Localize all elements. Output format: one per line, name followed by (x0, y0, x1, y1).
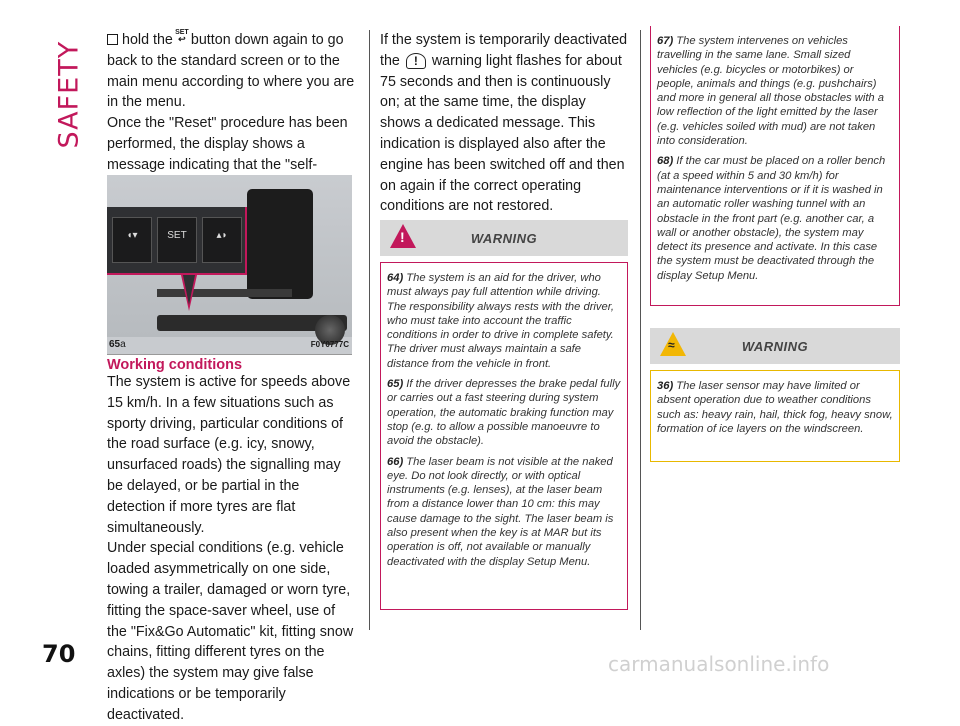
set-button: SET (157, 217, 197, 263)
warning-box-continued (650, 26, 900, 306)
warning-light-icon: ! (406, 53, 426, 69)
caution-box (650, 370, 900, 462)
column-divider (640, 30, 641, 630)
warning-item: 68) If the car must be placed on a roller bench (at a speed within 5 and 30 km/h) for maintenance interventions or if it is washed in an automatic roller washing tunnel with an obstacle in the front part (e.g. another car, a wall or another obstacle), the system may detect its presence and activate. In this case the system must be deactivated through the display Setup Menu. (657, 155, 886, 282)
sensitivity-up-icon: ▴◗ (202, 217, 242, 263)
warning-box (380, 262, 628, 610)
radio-button-row (157, 289, 292, 297)
warning-item: 67) The system intervenes on vehicles travelling in the same lane. Small sized vehicles (e.g. bicycles or motorbikes) or people, animals and things (e.g. pushchairs) and more in general all those obstacles with a low reflection of the light emitted by the laser (e.g. vehicles soiled with mud) are not taken into consideration. (657, 35, 884, 148)
working-conditions-text: The system is active for speeds above 15 km/h. In a few situations such as sporty driving, particular conditions of the road surface (e.g. icy, snowy, unsurfaced roads) the signalling may be delayed, or be partial in the detection if more tyres are flat simultaneously. Under special conditions (e.g. vehicle loaded asymmetrically on one side, towing a trailer, damaged or worn tyre, fitting the space-saver wheel, use of the "Fix&Go Automatic" kit, fitting snow chains, fitting different tyres on the axles) the system may give false indications or be temporarily deactivated. (107, 374, 354, 723)
reset-paragraph: Once the "Reset" procedure has been performed, the display shows a message indicating that the "self- (107, 115, 348, 173)
column-divider (369, 30, 370, 630)
caution-item: 36) The laser sensor may have limited or absent operation due to weather conditions such as: heavy rain, hail, thick fog, heavy snow, formation of ice layers on the windscreen. (657, 380, 893, 435)
set-button-icon: SET ↩ (175, 29, 189, 44)
deactivation-text: If the system is temporarily deactivated the ! warning light flashes for about 75 seconds and then is continuously on; at the same time, the display shows a dedicated message. This indication is displayed also after the engine has been switched off and then on again if the correct operating conditions are not restored. (380, 32, 628, 215)
warning-item: 64) The system is an aid for the driver, who must always pay full attention while driving. The responsibility always rests with the driver, who must take into account the traffic conditions in order to drive in complete safety. The driver must always maintain a safe distance from the vehicle in front. (387, 272, 614, 370)
figure-number: 65a (109, 339, 126, 350)
warning-item: 65) If the driver depresses the brake pedal fully or carries out a fast steering during system operation, the automatic braking function may stop (e.g. to allow a possible manoeuvre to avoid the obstacle). (387, 378, 621, 448)
display-screen (247, 189, 313, 299)
dashboard-photo (107, 175, 352, 337)
page-number: 70 (42, 640, 76, 668)
watermark: carmanualsonline.info (608, 652, 830, 676)
intro-text: hold the SET ↩ button down again to go back to the standard screen or to the main menu according to where you are in the menu. Once the "Reset" procedure has been performed, the display shows a message indicating that the "self- (107, 30, 357, 196)
section-tab (52, 40, 85, 150)
checkbox-bullet-icon (107, 34, 118, 45)
warning-item: 66) The laser beam is not visible at the naked eye. Do not look directly, or with optical instruments (e.g. lenses), at the laser beam from a distance lower than 10 cm: this may cause damage to the sight. The laser beam is also present when the key is at MAR but its operation is off, not available or manually deactivated with the display Setup Menu. (387, 455, 614, 568)
working-conditions-heading: Working conditions (107, 357, 243, 373)
dashboard-figure (107, 175, 352, 355)
zoom-inset (107, 207, 247, 275)
caution-header: ≈ WARNING (650, 328, 900, 364)
figure-code: F0Y0777C (310, 340, 349, 349)
section-tab-label: SAFETY (53, 40, 85, 149)
sensitivity-down-icon: ◖▾ (112, 217, 152, 263)
warning-header: ! WARNING (380, 220, 628, 256)
